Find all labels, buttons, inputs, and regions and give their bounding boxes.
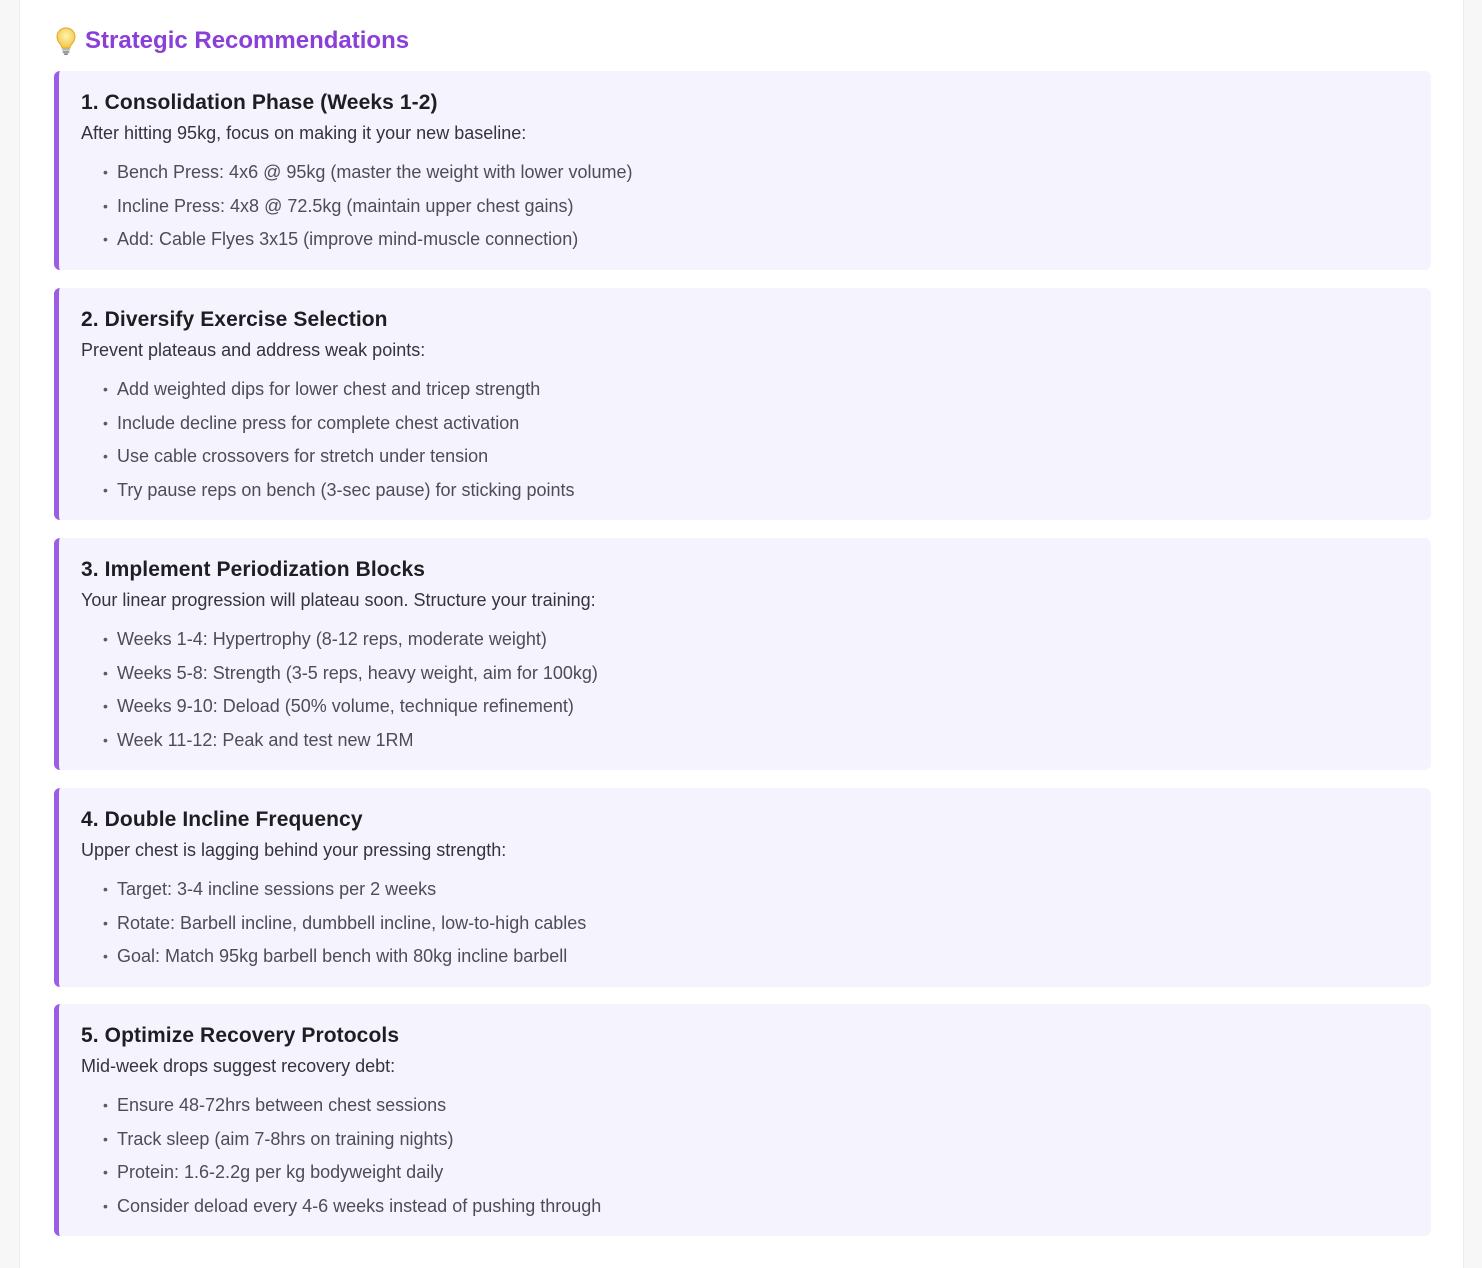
card-intro: Your linear progression will plateau soon. Structure your training: bbox=[81, 590, 596, 610]
list-item: • Bench Press: 4x6 @ 95kg (master the weight with lower volume) bbox=[103, 156, 1409, 190]
list-item: • Use cable crossovers for stretch under tension bbox=[103, 440, 1409, 474]
bullet-icon: • bbox=[103, 414, 108, 431]
card-intro: After hitting 95kg, focus on making it your new baseline: bbox=[81, 123, 527, 143]
bullet-icon: • bbox=[103, 1097, 108, 1113]
card-title: 3. Implement Periodization Blocks bbox=[81, 558, 426, 581]
bullet-icon: • bbox=[103, 914, 108, 931]
list-item: • Try pause reps on bench (3-sec pause) for sticking points bbox=[103, 474, 1409, 508]
bullet-icon: • bbox=[103, 631, 108, 647]
section-title: Strategic Recommendations bbox=[85, 27, 410, 54]
bullet-icon: • bbox=[103, 448, 108, 464]
card-intro: Mid-week drops suggest recovery debt: bbox=[81, 1056, 396, 1076]
list-item: • Weeks 5-8: Strength (3-5 reps, heavy weight, aim for 100kg) bbox=[103, 657, 1409, 691]
card-intro: Prevent plateaus and address weak points: bbox=[81, 340, 426, 360]
bullet-icon: • bbox=[103, 664, 108, 681]
card-list bbox=[81, 373, 1409, 507]
bullet-icon: • bbox=[103, 1197, 108, 1214]
bullet-icon: • bbox=[103, 481, 108, 498]
card-intro: Upper chest is lagging behind your pressing strength: bbox=[81, 840, 507, 860]
card-title: 5. Optimize Recovery Protocols bbox=[81, 1024, 400, 1047]
list-item: • Incline Press: 4x8 @ 72.5kg (maintain upper chest gains) bbox=[103, 190, 1409, 224]
bullet-icon: • bbox=[103, 231, 108, 247]
recommendation-card-2 bbox=[54, 288, 1431, 520]
list-item: • Target: 3-4 incline sessions per 2 weeks bbox=[103, 873, 1409, 907]
bullet-icon: • bbox=[103, 197, 108, 214]
list-item: • Ensure 48-72hrs between chest sessions bbox=[103, 1089, 1409, 1123]
bullet-icon: • bbox=[103, 1130, 108, 1147]
list-item: • Protein: 1.6-2.2g per kg bodyweight daily bbox=[103, 1156, 1409, 1190]
lightbulb-icon bbox=[55, 26, 77, 56]
card-list bbox=[81, 623, 1409, 757]
recommendations-panel bbox=[19, 0, 1464, 1268]
section-header bbox=[55, 24, 409, 58]
bullet-icon: • bbox=[103, 698, 108, 714]
bullet-icon: • bbox=[103, 948, 108, 964]
recommendation-card-5 bbox=[54, 1004, 1431, 1236]
card-list bbox=[81, 873, 1409, 974]
list-item: • Rotate: Barbell incline, dumbbell incline, low-to-high cables bbox=[103, 907, 1409, 941]
recommendation-card-4 bbox=[54, 788, 1431, 987]
list-item: • Track sleep (aim 7-8hrs on training nights) bbox=[103, 1123, 1409, 1157]
card-list bbox=[81, 1089, 1409, 1223]
bullet-icon: • bbox=[103, 731, 108, 748]
list-item: • Goal: Match 95kg barbell bench with 80kg incline barbell bbox=[103, 940, 1409, 974]
recommendation-card-3 bbox=[54, 538, 1431, 770]
card-title: 2. Diversify Exercise Selection bbox=[81, 308, 388, 331]
card-list bbox=[81, 156, 1409, 257]
list-item: • Add: Cable Flyes 3x15 (improve mind-muscle connection) bbox=[103, 223, 1409, 257]
bullet-icon: • bbox=[103, 881, 108, 897]
bullet-icon: • bbox=[103, 381, 108, 397]
recommendation-card-1 bbox=[54, 71, 1431, 270]
list-item: • Add weighted dips for lower chest and tricep strength bbox=[103, 373, 1409, 407]
list-item: • Week 11-12: Peak and test new 1RM bbox=[103, 724, 1409, 758]
bullet-icon: • bbox=[103, 1164, 108, 1180]
card-title: 1. Consolidation Phase (Weeks 1-2) bbox=[81, 91, 438, 114]
list-item: • Consider deload every 4-6 weeks instead of pushing through bbox=[103, 1190, 1409, 1224]
list-item: • Include decline press for complete chest activation bbox=[103, 407, 1409, 441]
list-item: • Weeks 9-10: Deload (50% volume, technique refinement) bbox=[103, 690, 1409, 724]
card-title: 4. Double Incline Frequency bbox=[81, 808, 363, 831]
bullet-icon: • bbox=[103, 164, 108, 180]
list-item: • Weeks 1-4: Hypertrophy (8-12 reps, moderate weight) bbox=[103, 623, 1409, 657]
